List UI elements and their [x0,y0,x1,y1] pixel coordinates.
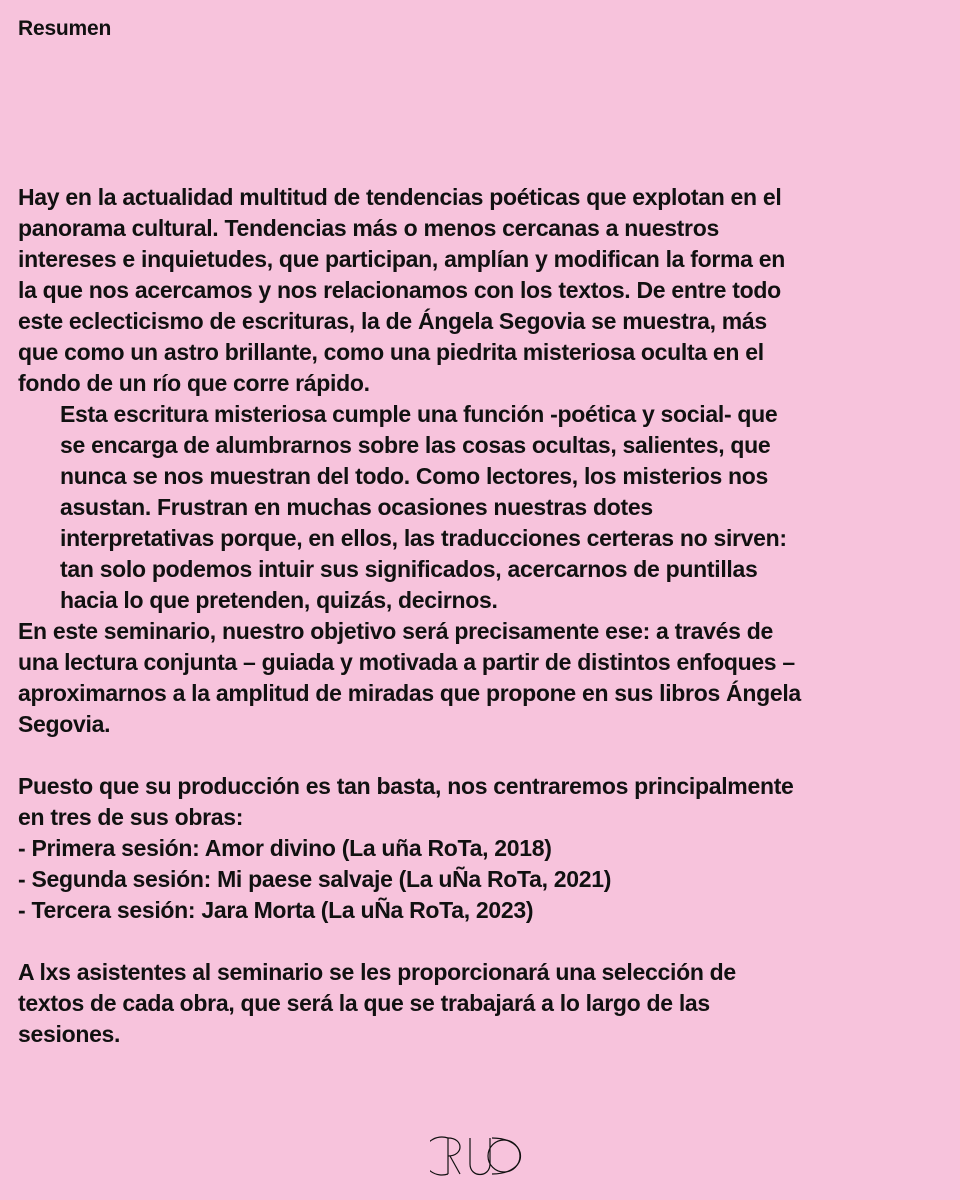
text-line: nunca se nos muestran del todo. Como lectores, los misterios nos [60,463,769,489]
abstract-body [18,182,952,1050]
text-line: en tres de sus obras: [18,804,244,830]
text-line: la que nos acercamos y nos relacionamos con los textos. De entre todo [18,277,781,303]
text-line: tan solo podemos intuir sus significados, acercarnos de puntillas [60,556,758,582]
text-line: interpretativas porque, en ellos, las traducciones certeras no sirven: [60,525,787,551]
text-line: intereses e inquietudes, que participan, amplían y modifican la forma en [18,246,785,272]
indented-paragraph [18,399,952,616]
session-list-item: - Primera sesión: Amor divino (La uña RoTa, 2018) [18,835,552,861]
text-line: Esta escritura misteriosa cumple una función -poética y social- que [60,401,778,427]
text-line: Hay en la actualidad multitud de tendencias poéticas que explotan en el [18,184,782,210]
text-line: A lxs asistentes al seminario se les proporcionará una selección de [18,959,736,985]
materials-paragraph [18,957,952,1050]
text-line: textos de cada obra, que será la que se trabajará a lo largo de las [18,990,710,1016]
text-line: Segovia. [18,711,111,737]
text-line: Puesto que su producción es tan basta, nos centraremos principalmente [18,773,794,799]
crudo-logo-icon [430,1134,530,1178]
text-line: sesiones. [18,1021,121,1047]
page-title: Resumen [18,17,112,40]
text-line: se encarga de alumbrarnos sobre las cosas ocultas, salientes, que [60,432,771,458]
text-line: En este seminario, nuestro objetivo será precisamente ese: a través de [18,618,773,644]
session-list-item: - Segunda sesión: Mi paese salvaje (La uÑa RoTa, 2021) [18,866,612,892]
sessions-paragraph [18,771,952,926]
session-list-item: - Tercera sesión: Jara Morta (La uÑa RoTa, 2023) [18,897,534,923]
paragraph-spacer [18,926,952,957]
text-line: una lectura conjunta – guiada y motivada a partir de distintos enfoques – [18,649,795,675]
text-line: panorama cultural. Tendencias más o menos cercanas a nuestros [18,215,719,241]
text-line: aproximarnos a la amplitud de miradas que propone en sus libros Ángela [18,680,801,706]
text-line: fondo de un río que corre rápido. [18,370,370,396]
text-line: que como un astro brillante, como una piedrita misteriosa oculta en el [18,339,764,365]
seminar-objective-paragraph [18,616,952,740]
text-line: este eclecticismo de escrituras, la de Ángela Segovia se muestra, más [18,308,767,334]
intro-paragraph [18,182,952,399]
text-line: hacia lo que pretenden, quizás, decirnos. [60,587,498,613]
text-line: asustan. Frustran en muchas ocasiones nuestras dotes [60,494,653,520]
paragraph-spacer [18,740,952,771]
